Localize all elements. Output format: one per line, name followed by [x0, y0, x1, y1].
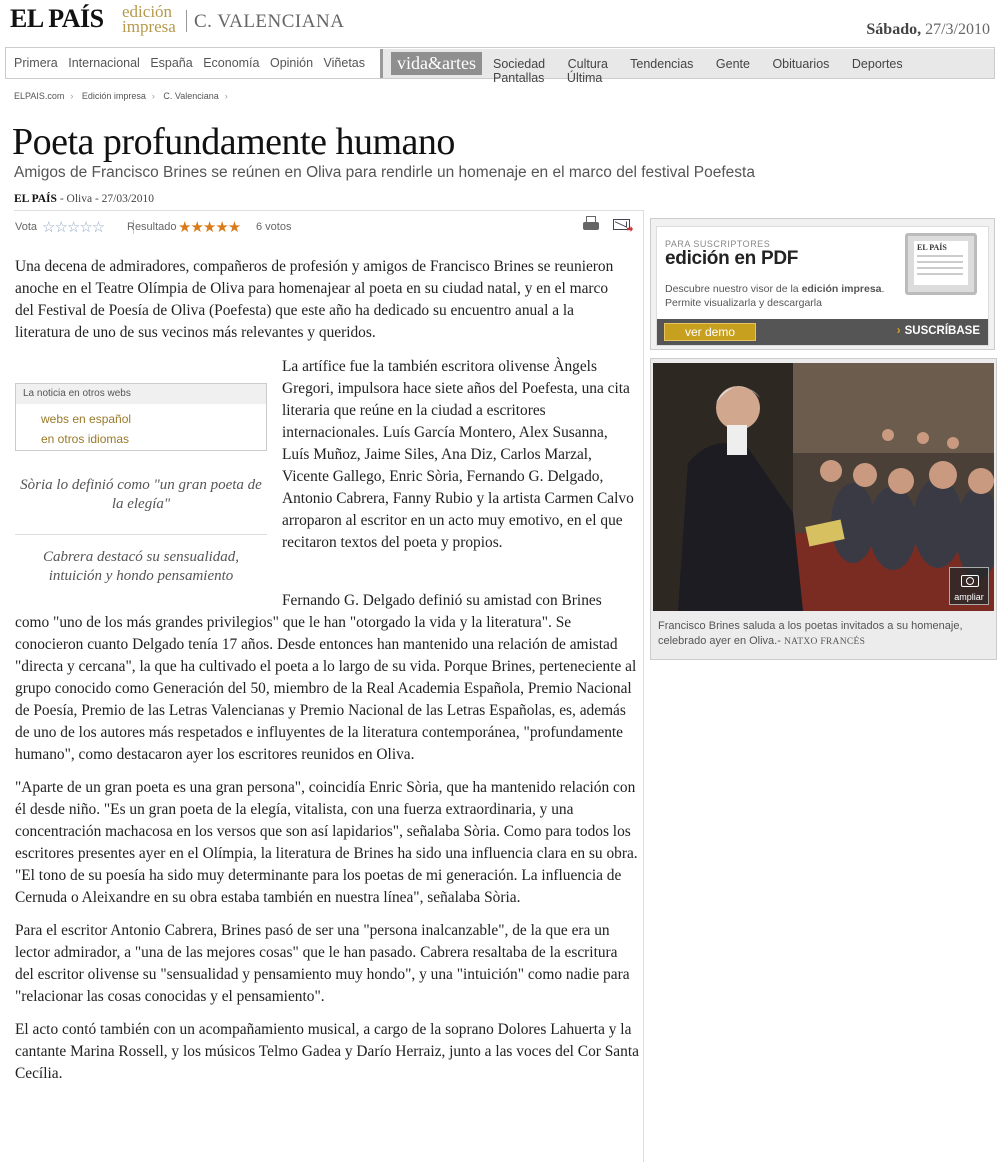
pdf-ad-actions [657, 319, 988, 345]
article-title: Poeta profundamente humano [12, 121, 455, 163]
nav-vinetas[interactable]: Viñetas [323, 56, 366, 70]
nav-vida-artes[interactable]: vida&artes [391, 52, 482, 75]
breadcrumb-chevron-icon: › [70, 91, 74, 101]
date-day: Sábado, [866, 21, 922, 38]
article-paragraph: "Aparte de un gran poeta es una gran persona", coincidía Enric Sòria, que ha mantenido relación con él desde niño. "Es un gran poeta de la elegía, vitalista, con una fuerza extraordinaria, y una concentración machacosa en los versos que son así lapidarios", señalaba Sòria. Como para todos los escritores presentes ayer en el Olímpia, la literatura de Brines ha sido una influencia clara en su obra. "El tono de su poesía ha sido muy determinante para los poetas de mi generación. La influencia de Cernuda o Aleixandre en su obra estaba también en nuestra línea", señalaba Sòria. [15, 779, 638, 906]
nav-espana[interactable]: España [150, 56, 193, 70]
breadcrumb-item[interactable]: Edición impresa [81, 91, 146, 101]
breadcrumb-item[interactable]: C. Valenciana [163, 91, 219, 101]
subscribe-label: SUSCRÍBASE [904, 325, 980, 337]
vote-label: Vota [15, 221, 38, 233]
monitor-icon [905, 233, 977, 295]
vote-count: 6 votos [256, 221, 292, 233]
column-divider [643, 210, 644, 1162]
ampliar-label: ampliar [954, 592, 984, 602]
edition-line-1: edición [122, 2, 173, 21]
nav-gente[interactable]: Gente [715, 57, 750, 71]
nav-primera[interactable]: Primera [14, 56, 58, 70]
nav-left-group [14, 56, 372, 70]
nav-vida-artes-group [380, 49, 994, 85]
breadcrumb [14, 91, 234, 101]
divider [14, 210, 644, 211]
pull-quote-divider [15, 534, 267, 535]
camera-icon [961, 575, 979, 587]
webs-espanol-link[interactable]: webs en español [41, 412, 132, 426]
main-navigation [5, 47, 995, 85]
nav-cultura[interactable]: Cultura [567, 57, 608, 71]
nav-economia[interactable]: Economía [203, 56, 260, 70]
print-icon[interactable] [582, 216, 600, 232]
other-webs-heading: La noticia en otros webs [16, 384, 266, 404]
other-webs-box [15, 383, 267, 451]
photo-credit: NATXO FRANCÉS [783, 637, 866, 647]
ampliar-button[interactable] [949, 567, 989, 605]
arrow-right-icon: › [896, 325, 901, 337]
section-title[interactable]: C. VALENCIANA [194, 11, 345, 32]
article-paragraph: El acto contó también con un acompañamiento musical, a cargo de la soprano Dolores Lahuerta y la cantante Marina Rossell, y los músicos Telmo Gadea y Darío Herraiz, junto a las voces del Cor Santa Cecília. [15, 1021, 639, 1082]
caption-text: Francisco Brines saluda a los poetas invitados a su homenaje, celebrado ayer en Oliva.- [658, 620, 963, 647]
ver-demo-button[interactable]: ver demo [664, 323, 756, 341]
rating-bar [15, 218, 635, 236]
subscribe-link[interactable] [897, 325, 980, 337]
article-lead-paragraph: Una decena de admiradores, compañeros de profesión y amigos de Francisco Brines se reunieron anoche en el Teatre Olímpia de Oliva para homenajear al poeta en su ciudad natal, y en el marco del Festival de Poesía de Oliva (Poefesta) que este año ha dedicado su encuentro anual a la literatura de uno de sus vecinos más relevantes y queridos. [15, 258, 614, 341]
pdf-desc-bold: edición impresa [801, 283, 882, 295]
edicion-impresa-logo[interactable] [122, 4, 176, 34]
photo-caption [658, 619, 988, 650]
header-divider [186, 10, 187, 32]
monitor-logo: EL PAÍS [917, 243, 947, 252]
pdf-desc-pre: Descubre nuestro visor de la [665, 283, 802, 295]
pdf-desc-post: . Permite visualizarla y descargarla [665, 283, 885, 309]
breadcrumb-chevron-icon: › [151, 91, 155, 101]
pdf-ad-inner [656, 226, 989, 346]
pull-quote: Cabrera destacó su sensualidad, intuición y hondo pensamiento [42, 549, 240, 584]
byline-source: EL PAÍS [14, 193, 57, 205]
nav-internacional[interactable]: Internacional [68, 56, 140, 70]
nav-right-links [493, 57, 994, 85]
pdf-ad-title: edición en PDF [665, 248, 799, 269]
nav-obituarios[interactable]: Obituarios [772, 57, 830, 71]
article-photo[interactable] [653, 363, 994, 611]
article-paragraph: La artífice fue la también escritora olivense Àngels Gregori, impulsora hace siete años del Poefesta, una cita literaria que reúne en la ciudad a escritores internacionales. Luís García Montero, Alex Susanna, Luís Muñoz, Jaime Siles, Ana Diz, Carlos Marzal, Vicente Gallego, Enric Sòria, Fernando G. Delgado, Antonio Cabrera, Fanny Rubio y la artista Carmen Calvo arroparon al escritor en un acto muy emotivo, en el que recitaron textos del poeta y propios. [282, 358, 634, 551]
article-paragraph: Fernando G. Delgado definió su amistad con Brines como "uno de los más grandes privilegios" que le han "otorgado la vida y la literatura". Se conocieron cuanto Delgado tenía 17 años. Desde entonces han mantenido una relación de amistad "directa y cercana", la que ha cultivado el poeta a lo largo de su vida. Porque Brines, perteneciente al grupo conocido como Generación del 50, miembro de la Real Academia Española, Premio Nacional de Poesía, Premio de las Letras Valencianas y Premio Nacional de las Letras Españolas, es, además de uno de los autores más respetados e influyentes de la literatura contemporánea, "profundamente humano", como destacaron ayer los escritores reunidos en Oliva. [15, 592, 637, 763]
nav-ultima[interactable]: Última [566, 71, 603, 85]
nav-opinion[interactable]: Opinión [269, 56, 314, 70]
result-stars-icon: ★★★★★ [178, 219, 241, 236]
vote-stars-icon[interactable]: ☆☆☆☆☆ [42, 219, 105, 236]
otros-idiomas-link[interactable]: en otros idiomas [41, 432, 130, 446]
result-label: Resultado [127, 221, 177, 233]
photo-illustration [653, 363, 994, 611]
byline-place-date: - Oliva - 27/03/2010 [56, 193, 155, 205]
pdf-edition-ad[interactable] [650, 218, 995, 350]
nav-deportes[interactable]: Deportes [851, 57, 903, 71]
date-value: 27/3/2010 [925, 21, 990, 38]
nav-sociedad[interactable]: Sociedad [493, 57, 546, 71]
newspaper-icon [914, 241, 968, 285]
pdf-ad-description [665, 282, 905, 310]
el-pais-logo[interactable]: EL PAÍS [10, 4, 104, 33]
edition-line-2: impresa [122, 17, 176, 36]
pull-quote: Sòria lo definió como "un gran poeta de la elegía" [20, 477, 262, 512]
breadcrumb-item[interactable]: ELPAIS.com [14, 91, 65, 101]
masthead [0, 0, 1006, 45]
email-icon[interactable] [613, 216, 631, 232]
edition-date [866, 21, 990, 39]
article-paragraph: Para el escritor Antonio Cabrera, Brines pasó de ser una "persona inalcanzable", de la que era un lector admirador, a "una de las mejores cosas" que le han pasado. Cabrera resaltaba de la escritura del escritor olivense su "sensualidad y pensamiento muy hondo", y una "intuición" como nadie para "relacionar las cosas conocidas y el pensamiento". [15, 922, 630, 1005]
article-subtitle: Amigos de Francisco Brines se reúnen en Oliva para rendirle un homenaje en el marco del festival Poefesta [14, 164, 755, 181]
article-byline [14, 193, 154, 205]
nav-pantallas[interactable]: Pantallas [493, 71, 545, 85]
nav-tendencias[interactable]: Tendencias [630, 57, 694, 71]
breadcrumb-chevron-icon: › [224, 91, 228, 101]
article-body [15, 590, 639, 1096]
pdf-ad-kicker: PARA SUSCRIPTORES [665, 239, 771, 249]
